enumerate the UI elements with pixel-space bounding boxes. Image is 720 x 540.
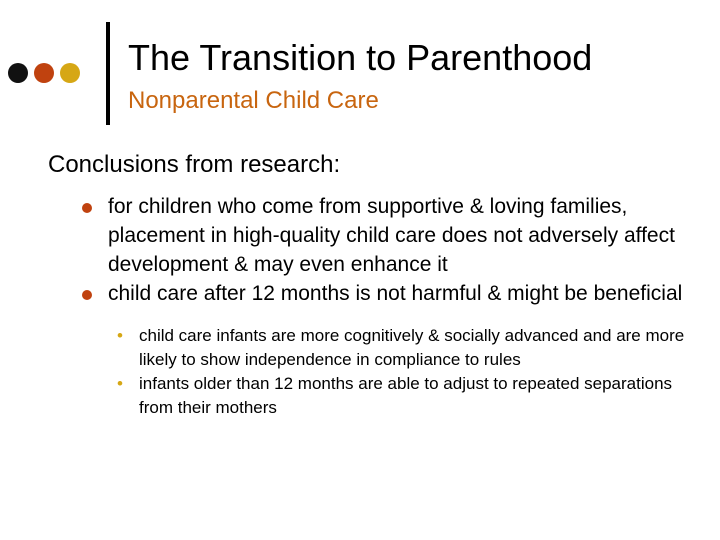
dot-gold [60,63,80,83]
sub-bullet-icon: • [117,374,123,393]
sub-bullet-text: infants older than 12 months are able to adjust to repeated separations from their mothers [139,374,673,417]
sub-bullet-list [108,324,692,420]
dot-red [34,63,54,83]
dot-black [8,63,28,83]
sub-bullet-icon: • [117,326,123,345]
bullet-list [82,192,692,420]
sub-bullet-item [117,372,692,420]
bullet-item [82,279,692,420]
bullet-dot-icon [82,290,92,300]
slide-subtitle: Nonparental Child Care [128,87,379,114]
slide-title: The Transition to Parenthood [128,37,593,78]
bullet-text: child care after 12 months is not harmful & might be beneficial [108,282,683,305]
title-divider [106,22,110,125]
bullet-dot-icon [82,203,92,213]
bullet-text: for children who come from supportive & loving families, placement in high-quality child care does not adversely affect development & may even enhance it [108,195,675,276]
sub-bullet-item [117,324,692,372]
intro-text: Conclusions from research: [48,151,341,178]
sub-bullet-text: child care infants are more cognitively & socially advanced and are more likely to show independence in compliance to rules [139,326,685,369]
decorative-dots [8,63,80,85]
bullet-item [82,192,692,279]
